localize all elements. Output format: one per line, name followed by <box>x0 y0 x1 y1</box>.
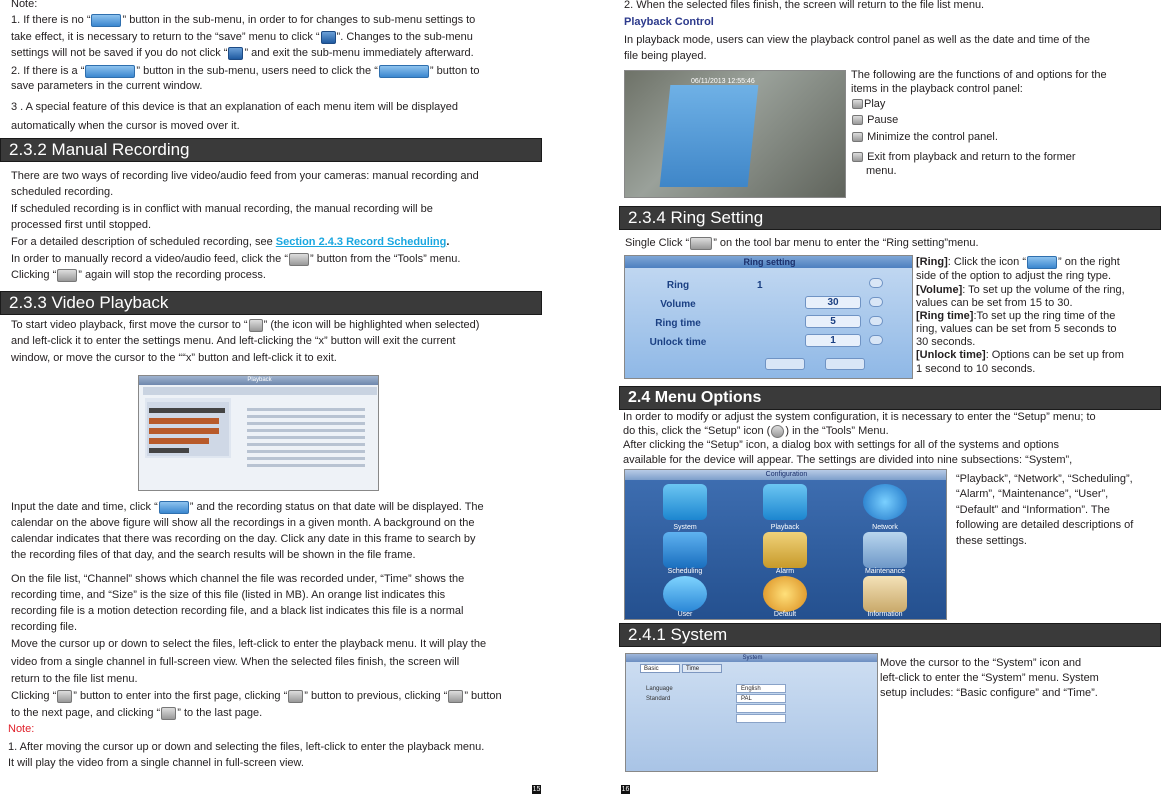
text: ” button to previous, clicking “ <box>304 690 448 702</box>
note-title: Note: <box>11 0 38 10</box>
video-output-field[interactable] <box>736 714 786 723</box>
manual-line4: processed first until stopped. <box>11 219 152 231</box>
note-2-line2: save parameters in the current window. <box>11 80 203 92</box>
menu-line9: these settings. <box>956 535 1027 547</box>
ring-select-button[interactable] <box>869 278 883 288</box>
text: [Unlock time] <box>916 349 986 361</box>
text: [Ring] <box>916 256 948 268</box>
standard-label: Standard <box>646 696 671 702</box>
pause-icon <box>852 115 863 125</box>
text: 2. If there is a “ <box>11 65 85 77</box>
system-label: System <box>673 524 697 531</box>
text: Clicking “ <box>11 269 57 281</box>
note-1-line1 <box>11 13 475 29</box>
text: Play <box>864 98 886 110</box>
volume-label: Volume <box>660 299 696 310</box>
menu-line5: “Playback”, “Network”, “Scheduling”, <box>956 473 1133 485</box>
apply-button-icon <box>379 65 429 78</box>
text: :To set up the ring time of the <box>973 310 1116 322</box>
pc-line1: In playback mode, users can view the playback control panel as well as the date and time of the <box>624 34 1090 46</box>
text: ”. Changes to the sub-menu <box>336 31 473 43</box>
apply-button-icon <box>85 65 135 78</box>
input-line3: calendar indicates that there was recording on the day. Click any date in this frame to search by <box>11 533 476 545</box>
menu-line6: “Alarm”, “Maintenance”, “User”, <box>956 488 1109 500</box>
minimize-item <box>851 130 998 146</box>
manual-line3: If scheduled recording is in conflict with manual recording, the manual recording will be <box>11 203 433 215</box>
configuration-screenshot <box>624 469 947 620</box>
maintenance-label: Maintenance <box>864 568 906 575</box>
ring-label: Ring <box>666 280 690 291</box>
text: to the next page, and clicking “ <box>11 707 161 719</box>
ring-intro <box>625 236 979 252</box>
ring-desc-ring2: side of the option to adjust the ring type. <box>916 270 1112 282</box>
text: In order to manually record a video/audio feed, click the “ <box>11 253 288 265</box>
move-line2: video from a single channel in full-screen view. When the selected files finish, the screen will <box>11 656 460 668</box>
user-icon[interactable] <box>663 576 707 612</box>
text: [Volume] <box>916 284 963 296</box>
playback-screenshot <box>138 375 379 491</box>
move-line1: Move the cursor up or down to select the files, left-click to enter the playback menu. It will play the <box>11 638 487 650</box>
text: Input the date and time, click “ <box>11 501 158 513</box>
note-2-title: Note: <box>8 723 35 735</box>
text: ” again will stop the recording process. <box>78 269 266 281</box>
note-2-line1 <box>11 64 479 80</box>
monitor-screen <box>660 85 759 187</box>
first-page-icon <box>57 690 72 703</box>
file-line4: recording file. <box>11 621 78 633</box>
color-setup-field[interactable] <box>736 704 786 713</box>
manual-line1: There are two ways of recording live video/audio feed from your cameras: manual recording and <box>11 170 479 182</box>
menu-line4: available for the device will appear. The settings are divided into nine subsections: “System”, <box>623 454 1073 466</box>
pause-item <box>851 113 898 129</box>
default-icon[interactable] <box>763 576 807 612</box>
calendar-grid <box>145 398 231 458</box>
ring-time-select-button[interactable] <box>869 316 883 326</box>
alarm-label: Alarm <box>775 568 795 575</box>
file-line3: recording file is a motion detection recording file, and a black list indicates this file is a normal <box>11 605 464 617</box>
note-3-line2: automatically when the cursor is moved over it. <box>11 120 240 132</box>
save-icon <box>321 31 336 44</box>
text: take effect, it is necessary to return to the “save” menu to click “ <box>11 31 320 43</box>
save-button-icon <box>91 14 121 27</box>
text: ” to the last page. <box>177 707 263 719</box>
text: For a detailed description of scheduled recording, see <box>11 236 276 248</box>
text: . <box>446 236 450 248</box>
system-labels <box>646 684 706 704</box>
text: ” on the right <box>1058 256 1120 268</box>
ring-setting-screenshot <box>624 255 913 379</box>
note-2-line1: 1. After moving the cursor up or down and selecting the files, left-click to enter the playback menu. <box>8 741 485 753</box>
text: ” button to <box>429 65 480 77</box>
playback-control-title: Playback Control <box>624 16 714 28</box>
note-3-line1: 3 . A special feature of this device is that an explanation of each menu item will be displayed <box>11 101 458 113</box>
volume-select-button[interactable] <box>869 297 883 307</box>
ring-icon <box>690 237 712 250</box>
alarm-icon[interactable] <box>763 532 807 568</box>
text: : To set up the volume of the ring, <box>962 284 1125 296</box>
language-label: Language <box>646 686 673 692</box>
text: ” button from the “Tools” menu. <box>309 253 461 265</box>
video-line1 <box>11 318 479 334</box>
text: ” and exit the sub-menu immediately afterward. <box>244 47 474 59</box>
maintenance-icon[interactable] <box>863 532 907 568</box>
section-title-menu-options: 2.4 Menu Options <box>619 386 1161 410</box>
note-1-line3 <box>11 46 474 62</box>
ok-button[interactable] <box>765 358 805 370</box>
network-icon[interactable] <box>863 484 907 520</box>
manual-line5 <box>11 235 449 251</box>
network-label: Network <box>872 524 898 531</box>
standard-select[interactable]: PAL <box>736 694 786 703</box>
minimize-icon <box>852 132 863 142</box>
tab-basic[interactable]: Basic <box>640 664 680 673</box>
menu-line8: following are detailed descriptions of <box>956 519 1134 531</box>
text: ” and the recording status on that date will be displayed. The <box>189 501 484 513</box>
text: ) in the “Tools” Menu. <box>785 425 889 437</box>
note-2-line2: It will play the video from a single channel in full-screen view. <box>8 757 304 769</box>
text: : Click the icon “ <box>947 256 1027 268</box>
text: ” button <box>464 690 502 702</box>
ring-desc-ringtime2: ring, values can be set from 5 seconds to <box>916 323 1117 335</box>
next-page-icon <box>448 690 463 703</box>
ring-time-label: Ring time <box>655 318 701 329</box>
text: Clicking “ <box>11 690 57 702</box>
text: Minimize the control panel. <box>867 131 998 143</box>
manual-line7 <box>11 268 266 284</box>
click-line1 <box>11 689 502 705</box>
menu-line1: In order to modify or adjust the system configuration, it is necessary to enter the “Setup” menu; to <box>623 411 1096 423</box>
text: To start video playback, first move the cursor to “ <box>11 319 248 331</box>
date-time-bar <box>143 387 377 395</box>
search-button-icon <box>159 501 189 514</box>
previous-page-icon <box>288 690 303 703</box>
text: ” button to enter into the first page, clicking “ <box>73 690 288 702</box>
text: settings will not be saved if you do not click “ <box>11 47 228 59</box>
last-page-icon <box>161 707 176 720</box>
user-label: User <box>677 611 693 618</box>
click-line2 <box>11 706 262 722</box>
manual-line2: scheduled recording. <box>11 186 114 198</box>
language-select[interactable]: English <box>736 684 786 693</box>
osd-timestamp: 06/11/2013 12:55:46 <box>691 78 755 85</box>
page-number: 15 <box>532 786 541 793</box>
playback-icon <box>249 319 263 332</box>
playback-screen-title: Playback <box>139 376 379 385</box>
record-icon <box>289 253 309 266</box>
play-item <box>851 97 885 113</box>
input-line1 <box>11 500 484 516</box>
calendar <box>145 398 231 458</box>
section-title-ring-setting: 2.3.4 Ring Setting <box>619 206 1161 230</box>
scheduling-label: Scheduling <box>667 568 703 575</box>
system-screen-title: System <box>626 654 878 662</box>
ring-value: 1 <box>757 280 763 291</box>
select-icon <box>1027 256 1057 269</box>
pc-line2: file being played. <box>624 50 707 62</box>
information-label: Information <box>867 611 903 618</box>
text: Exit from playback and return to the former <box>867 151 1076 163</box>
file-list <box>247 406 371 476</box>
ring-desc-ringtime3: 30 seconds. <box>916 336 976 348</box>
ring-desc-unlock2: 1 second to 10 seconds. <box>916 363 1036 375</box>
manual-line6 <box>11 252 460 268</box>
file-line1: On the file list, “Channel” shows which channel the file was recorded under, “Time” shows the <box>11 573 465 585</box>
move-line3: return to the file list menu. <box>11 673 138 685</box>
menu-line3: After clicking the “Setup” icon, a dialog box with settings for all of the systems and options <box>623 439 1059 451</box>
text: Single Click “ <box>625 237 690 249</box>
text: [Ring time] <box>916 310 974 322</box>
video-line2: and left-click it to enter the settings menu. And left-clicking the “x” button will exit the current <box>11 335 456 347</box>
ring-time-field[interactable]: 5 <box>805 315 861 328</box>
tab-time[interactable]: Time <box>682 664 722 673</box>
text: 1. If there is no “ <box>11 14 91 26</box>
play-icon <box>852 99 863 109</box>
scheduling-icon[interactable] <box>663 532 707 568</box>
text: ” on the tool bar menu to enter the “Ring setting”menu. <box>713 237 979 249</box>
exit-line2: menu. <box>866 165 897 177</box>
system-icon[interactable] <box>663 484 707 520</box>
page-number: 16 <box>621 786 630 793</box>
default-label: Default <box>773 611 797 618</box>
ring-screen-title: Ring setting <box>625 256 913 268</box>
playback-fullscreen-screenshot <box>624 70 846 198</box>
note-1-line2 <box>11 30 473 46</box>
ring-desc-volume2: values can be set from 15 to 30. <box>916 297 1073 309</box>
input-line4: the recording files of that day, and the search results will be shown in the file frame. <box>11 549 416 561</box>
volume-field[interactable]: 30 <box>805 296 861 309</box>
text: Pause <box>867 114 899 126</box>
save-icon <box>228 47 243 60</box>
text: ” button in the sub-menu, in order to for changes to sub-menu settings to <box>122 14 476 26</box>
text: ” button in the sub-menu, users need to click the “ <box>136 65 378 77</box>
text: ” (the icon will be highlighted when selected) <box>263 319 480 331</box>
file-list-rows <box>247 406 371 476</box>
playback-icon[interactable] <box>763 484 807 520</box>
system-screenshot <box>625 653 878 772</box>
config-title: Configuration <box>625 470 947 480</box>
ring-labels <box>633 276 723 352</box>
setup-icon <box>771 425 784 438</box>
func-line2: items in the playback control panel: <box>851 83 1023 95</box>
unlock-time-label: Unlock time <box>649 337 707 348</box>
close-icon <box>852 152 863 162</box>
cancel-button[interactable] <box>825 358 865 370</box>
record-scheduling-link[interactable]: Section 2.4.3 Record Scheduling <box>275 236 447 248</box>
section-title-video-playback: 2.3.3 Video Playback <box>0 291 542 315</box>
system-line3: setup includes: “Basic configure” and “Time”. <box>880 687 1098 699</box>
menu-line7: “Default” and “Information”. The <box>956 504 1110 516</box>
information-icon[interactable] <box>863 576 907 612</box>
unlock-time-select-button[interactable] <box>869 335 883 345</box>
file-line2: recording time, and “Size” is the size of this file (listed in MB). An orange list indicates this <box>11 589 446 601</box>
func-line1: The following are the functions of and options for the <box>851 69 1107 81</box>
record-icon <box>57 269 77 282</box>
section-title-system: 2.4.1 System <box>619 623 1161 647</box>
return-line: 2. When the selected files finish, the screen will return to the file list menu. <box>624 0 985 11</box>
text: do this, click the “Setup” icon ( <box>623 425 771 437</box>
text: : Options can be set up from <box>985 349 1124 361</box>
playback-label: Playback <box>770 524 800 531</box>
system-line2: left-click to enter the “System” menu. System <box>880 672 1099 684</box>
unlock-time-field[interactable]: 1 <box>805 334 861 347</box>
input-line2: calendar on the above figure will show all the recordings in a given month. A background on the <box>11 517 475 529</box>
system-line1: Move the cursor to the “System” icon and <box>880 657 1082 669</box>
video-line3: window, or move the cursor to the ““x” button and left-click it to exit. <box>11 352 337 364</box>
section-title-manual-recording: 2.3.2 Manual Recording <box>0 138 542 162</box>
